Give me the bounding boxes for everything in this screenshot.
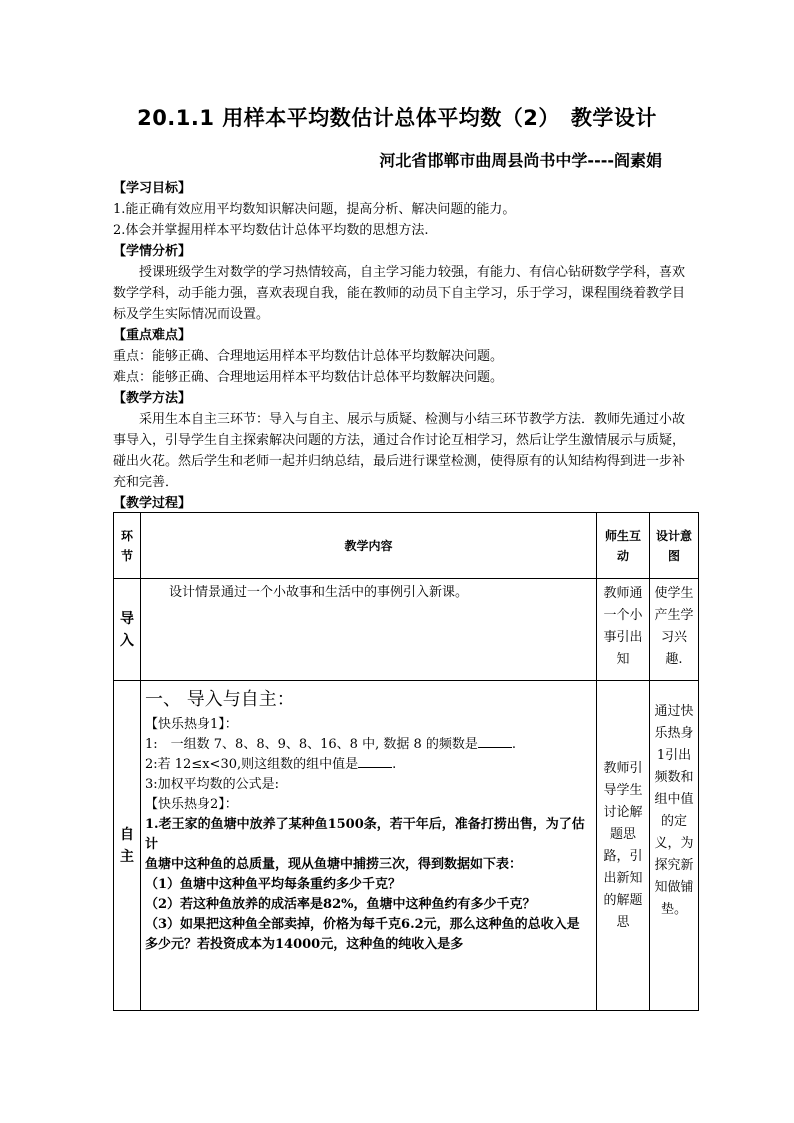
analysis-heading: 【学情分析】	[113, 244, 192, 259]
table-header-row	[114, 513, 699, 579]
header-interact: 师生互动	[597, 513, 650, 579]
intro-content: 设计情景通过一个小故事和生活中的事例引入新课。	[141, 579, 597, 681]
table-row	[114, 681, 699, 1011]
question-1: 1: 一组数 7、8、8、9、8、16、8 中, 数据 8 的频数是 .	[145, 737, 517, 752]
section-heading: 一、 导入与自主：	[145, 689, 295, 710]
key-point: 重点：能够正确、合理地运用样本平均数估计总体平均数解决问题。	[113, 349, 504, 364]
author-line: 河北省邯郸市曲周县尚书中学----阎素娟	[379, 151, 662, 170]
stage-intro: 导入	[114, 579, 141, 681]
problem-part-1: （1）鱼塘中这种鱼平均每条重约多少千克？	[145, 877, 402, 892]
goal-1: 1.能正确有效应用平均数知识解决问题，提高分析、解决问题的能力。	[113, 202, 516, 217]
table-row	[114, 579, 699, 681]
analysis-text: 授课班级学生对数学的学习热情较高，自主学习能力较强，有能力、有信心钻研数学学科，喜欢数学学科，动手能力强，喜欢表现自我，能在教师的动员下自主学习，乐于学习，课程围绕着教学目标及学生实际情况而设置。	[113, 265, 686, 322]
goal-2: 2.体会并掌握用样本平均数估计总体平均数的思想方法.	[113, 223, 429, 238]
header-stage: 环节	[114, 513, 141, 579]
problem-part-3: （3）如果把这种鱼全部卖掉，价格为每千克6.2元，那么这种鱼的总收入是多少元？若投资成本为14000元，这种鱼的纯收入是多	[145, 917, 580, 952]
problem-line-1: 1.老王家的鱼塘中放养了某种鱼1500条，若干年后，准备打捞出售，为了估计	[145, 817, 585, 852]
question-2: 2:若 12≤x<30,则这组数的组中值是 .	[145, 757, 397, 772]
method-heading: 【教学方法】	[113, 391, 192, 406]
method-text: 采用生本自主三环节：导入与自主、展示与质疑、检测与小结三环节教学方法．教师先通过小故事导入，引导学生自主探索解决问题的方法，通过合作讨论互相学习，然后让学生激情展示与质疑，碰出火花。然后学生和老师一起并归纳总结，最后进行课堂检测，使得原有的认知结构得到进一步补充和完善．	[113, 412, 686, 490]
self-study-content	[141, 681, 597, 1011]
warmup-1-label: 【快乐热身1】：	[145, 717, 238, 732]
key-heading: 【重点难点】	[113, 328, 192, 343]
header-content: 教学内容	[141, 513, 597, 579]
teaching-process-table	[113, 512, 699, 1011]
question-3: 3:加权平均数的公式是:	[145, 777, 280, 792]
difficult-point: 难点：能够正确、合理地运用样本平均数估计总体平均数解决问题。	[113, 370, 504, 385]
problem-part-2: （2）若这种鱼放养的成活率是82%，鱼塘中这种鱼约有多少千克？	[145, 897, 536, 912]
stage-self-study: 自主	[114, 681, 141, 1011]
warmup-2-label: 【快乐热身2】：	[145, 797, 238, 812]
page-title: 20.1.1 用样本平均数估计总体平均数（2） 教学设计	[137, 106, 657, 130]
problem-line-2: 鱼塘中这种鱼的总质量，现从鱼塘中捕捞三次，得到数据如下表：	[145, 857, 523, 872]
document-body	[113, 178, 685, 514]
header-intent: 设计意图	[650, 513, 699, 579]
intro-intent: 使学生产生学习兴趣.	[650, 579, 699, 681]
self-study-interact: 教师引导学生讨论解题思路，引出新知的解题思	[597, 681, 650, 1011]
self-study-intent: 通过快乐热身1引出频数和组中值的定义，为探究新知做铺垫。	[650, 681, 699, 1011]
process-heading: 【教学过程】	[113, 496, 192, 511]
intro-interact: 教师通一个小事引出知	[597, 579, 650, 681]
goals-heading: 【学习目标】	[113, 181, 192, 196]
